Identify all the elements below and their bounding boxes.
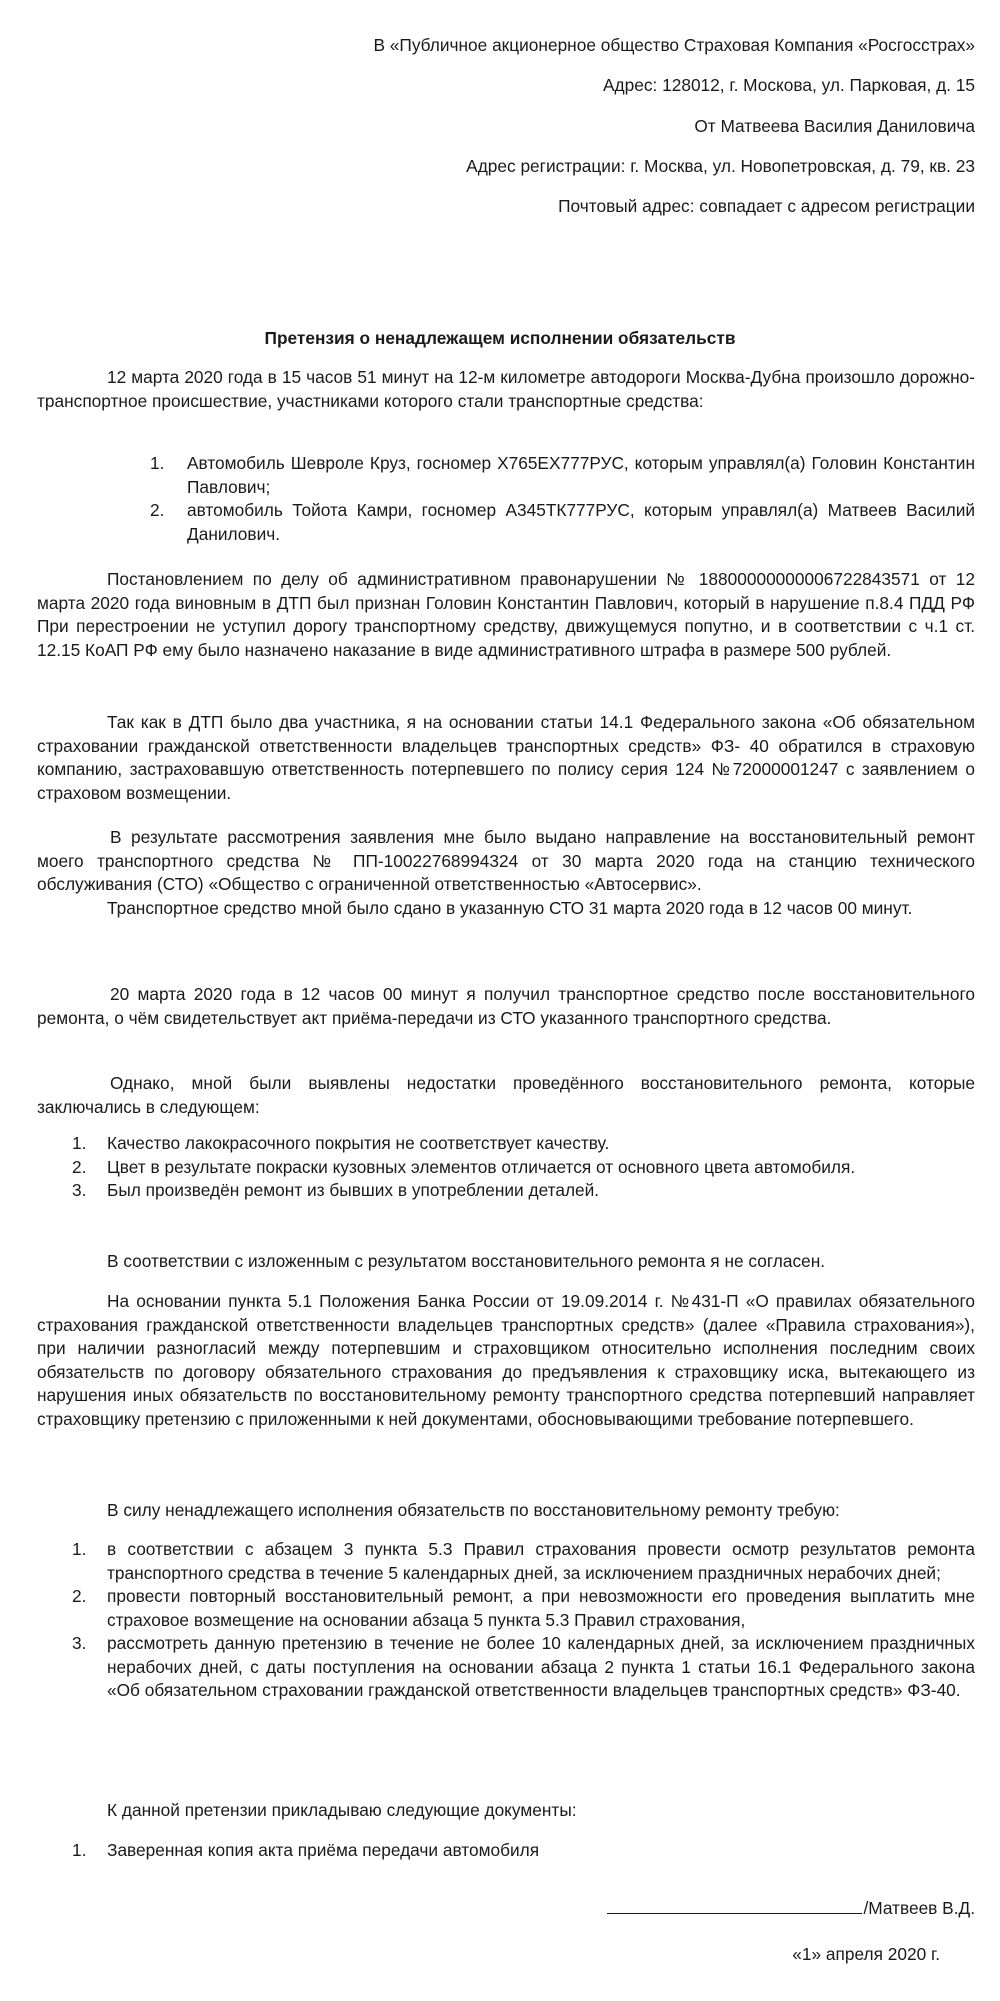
list-item: 1. Качество лакокрасочного покрытия не соответствует качеству. bbox=[72, 1133, 610, 1153]
defects-list bbox=[37, 1132, 975, 1203]
legal-basis-section bbox=[37, 1290, 975, 1431]
vehicles-list-section bbox=[37, 452, 975, 546]
demands-intro-section bbox=[37, 1499, 975, 1523]
received-section bbox=[37, 983, 975, 1030]
addressee: В «Публичное акционерное общество Страховая Компания «Росгосстрах» bbox=[373, 35, 975, 55]
list-item: 1. Заверенная копия акта приёма передачи автомобиля bbox=[72, 1840, 540, 1860]
defects-list-section bbox=[37, 1132, 975, 1203]
postal-address: Почтовый адрес: совпадает с адресом регистрации bbox=[558, 196, 975, 217]
defects-intro-paragraph: Однако, мной были выявлены недостатки проведённого восстановительного ремонта, которые заключались в следующем: bbox=[37, 1073, 975, 1117]
sender-name: От Матвеева Василия Даниловича bbox=[694, 115, 975, 136]
list-item: 3. рассмотреть данную претензию в течение не более 10 календарных дней, за исключением праздничных нерабочих дней, с даты поступления на основании абзаца 2 пункта 1 статьи 16.1 Федерального закона «Об обязательном страховании гражданской ответственности владельцев транспортных средств» ФЗ-40. bbox=[72, 1633, 975, 1700]
received-paragraph: 20 марта 2020 года в 12 часов 00 минут я получил транспортное средство после восстановительного ремонта, о чём свидетельствует акт приёма-передачи из СТО указанного транспортного средства. bbox=[37, 984, 975, 1028]
document-header bbox=[75, 33, 975, 234]
addressee-address: Адрес: 128012, г. Москова, ул. Парковая, д. 15 bbox=[603, 75, 975, 96]
demands-list bbox=[37, 1538, 975, 1703]
ruling-paragraph: Постановлением по делу об административном правонарушении № 18800000000006722843571 от 12 марта 2020 года виновным в ДТП был признан Головин Константин Павлович, который в нарушение п.8.4 ПДД РФ При перестроении не уступил дорогу транспортному средству, движущемуся попутно, и в соответствии с ч.1 ст. 12.15 КоАП РФ ему было назначено наказание в виде административного штрафа в размере 500 рублей. bbox=[37, 569, 975, 660]
list-item: 2. Цвет в результате покраски кузовных элементов отличается от основного цвета автомобиля. bbox=[72, 1156, 856, 1177]
disagree-paragraph: В соответствии с изложенным с результатом восстановительного ремонта я не согласен. bbox=[107, 1251, 826, 1271]
signature-name: /Матвеев В.Д. bbox=[863, 1898, 975, 1918]
handover-paragraph: Транспортное средство мной было сдано в указанную СТО 31 марта 2020 года в 12 часов 00 минут. bbox=[107, 897, 913, 918]
list-item: 2. автомобиль Тойота Камри, госномер А345ТК777РУС, которым управлял(а) Матвеев Василий Данилович. bbox=[150, 500, 975, 544]
attachments-intro-paragraph: К данной претензии прикладываю следующие документы: bbox=[107, 1800, 577, 1820]
vehicles-list bbox=[37, 452, 975, 546]
disagree-section bbox=[37, 1250, 975, 1274]
list-item: 3. Был произведён ремонт из бывших в употреблении деталей. bbox=[72, 1180, 600, 1200]
claim-section bbox=[37, 711, 975, 805]
demands-intro-paragraph: В силу ненадлежащего исполнения обязательств по восстановительному ремонту требую: bbox=[107, 1500, 840, 1520]
attachments-intro-section bbox=[37, 1799, 975, 1823]
attachments-list-section bbox=[37, 1839, 975, 1863]
demands-list-section bbox=[37, 1538, 975, 1703]
list-item: 1. в соответствии с абзацем 3 пункта 5.3 Правил страхования провести осмотр результатов ремонта транспортного средства в течение 5 календарных дней, за исключением праздничных нерабочих дней; bbox=[72, 1539, 975, 1583]
intro-section bbox=[37, 366, 975, 413]
list-item: 2. провести повторный восстановительный ремонт, а при невозможности его проведения выплатить мне страховое возмещение на основании абзаца 5 пункта 5.3 Правил страхования, bbox=[72, 1586, 975, 1630]
document-title: Претензия о ненадлежащем исполнении обязательств bbox=[264, 328, 736, 348]
referral-paragraph: В результате рассмотрения заявления мне было выдано направление на восстановительный ремонт моего транспортного средства № ПП-10022768994324 от 30 марта 2020 года на станцию технического обслуживания (СТО) «Общество с ограниченной ответственностью «Автосервис». bbox=[37, 827, 975, 894]
registration-address: Адрес регистрации: г. Москва, ул. Новопетровская, д. 79, кв. 23 bbox=[466, 155, 975, 176]
document-date: «1» апреля 2020 г. bbox=[792, 1944, 940, 1964]
referral-section bbox=[37, 826, 975, 920]
signature-line bbox=[607, 1895, 862, 1914]
attachments-list bbox=[37, 1839, 975, 1863]
ruling-section bbox=[37, 568, 975, 662]
defects-intro-section bbox=[37, 1072, 975, 1119]
claim-paragraph: Так как в ДТП было два участника, я на основании статьи 14.1 Федерального закона «Об обязательном страховании гражданской ответственности владельцев транспортных средств» ФЗ- 40 обратился в страховую компанию, застраховавшую ответственность потерпевшего по полису серия 124 №72000001247 с заявлением о страховом возмещении. bbox=[37, 712, 975, 803]
signature-block bbox=[607, 1895, 975, 1921]
list-item: 1. Автомобиль Шевроле Круз, госномер Х765ЕХ777РУС, которым управлял(а) Головин Константин Павлович; bbox=[150, 453, 975, 497]
legal-basis-paragraph: На основании пункта 5.1 Положения Банка России от 19.09.2014 г. №431-П «О правилах обязательного страхования гражданской ответственности владельцев транспортных средств» (далее «Правила страхования»), при наличии разногласий между потерпевшим и страховщиком относительно исполнения последним своих обязательств по договору обязательного страхования до предъявления к страховщику иска, вытекающего из нарушения иных обязательств по восстановительному ремонту транспортного средства потерпевший направляет страховщику претензию с приложенными к ней документами, обосновывающими требование потерпевшего. bbox=[37, 1291, 975, 1429]
intro-paragraph: 12 марта 2020 года в 15 часов 51 минут на 12-м километре автодороги Москва-Дубна произошло дорожно-транспортное происшествие, участниками которого стали транспортные средства: bbox=[37, 367, 975, 411]
